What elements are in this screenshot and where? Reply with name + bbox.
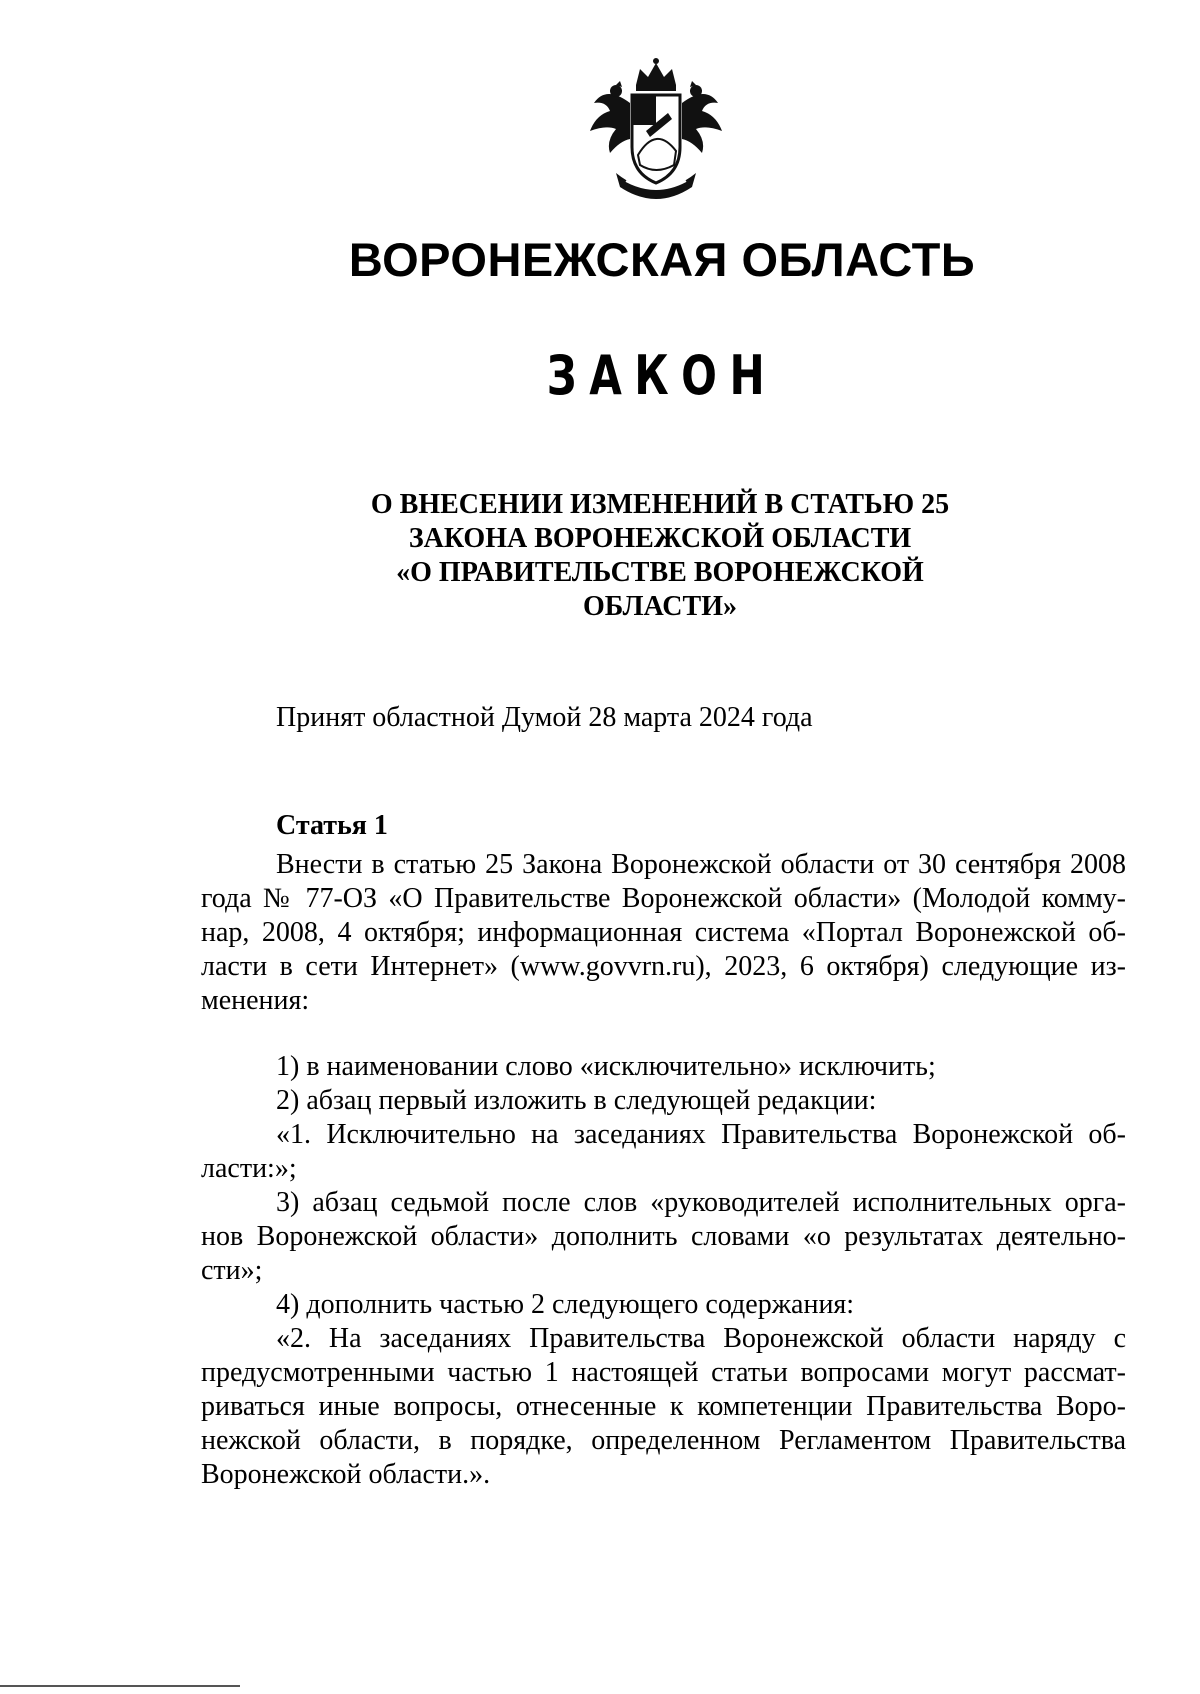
adoption-date: Принят областной Думой 28 марта 2024 года (276, 702, 813, 733)
item-line: нов Воронежской области» дополнить словами «о результатах деятельно- (201, 1221, 1126, 1252)
article-items (201, 1050, 1126, 1492)
item-line: «1. Исключительно на заседаниях Правительства Воронежской об- (276, 1119, 1126, 1150)
law-title: ЗАКОН (546, 344, 778, 407)
item-line: «2. На заседаниях Правительства Воронежской области наряду с (276, 1323, 1126, 1354)
item-line: 4) дополнить частью 2 следующего содержания: (276, 1289, 855, 1320)
item-line: 3) абзац седьмой после слов «руководителей исполнительных орга- (276, 1187, 1126, 1218)
item-line: предусмотренными частью 1 настоящей статьи вопросами могут рассмат- (201, 1357, 1126, 1388)
page-edge-divider (0, 1685, 240, 1687)
law-subtitle (0, 488, 1200, 624)
coat-of-arms-icon (576, 55, 736, 205)
article-heading: Статья 1 (276, 810, 388, 841)
subtitle-line: ЗАКОНА ВОРОНЕЖСКОЙ ОБЛАСТИ (408, 523, 912, 554)
item-line: ласти:»; (201, 1153, 297, 1184)
item-line: риваться иные вопросы, отнесенные к компетенции Правительства Воро- (201, 1391, 1126, 1422)
paragraph-line: менения: (201, 985, 310, 1016)
item-line: нежской области, в порядке, определенном Регламентом Правительства (201, 1425, 1126, 1456)
item-line: 1) в наименовании слово «исключительно» исключить; (276, 1051, 936, 1082)
paragraph-line: нар, 2008, 4 октября; информационная система «Портал Воронежской об- (201, 917, 1126, 948)
paragraph-line: ласти в сети Интернет» (www.govvrn.ru), 2023, 6 октября) следующие из- (201, 951, 1126, 982)
paragraph-line: Внести в статью 25 Закона Воронежской области от 30 сентября 2008 (276, 849, 1126, 880)
subtitle-line: «О ПРАВИТЕЛЬСТВЕ ВОРОНЕЖСКОЙ (396, 557, 924, 588)
article-intro (201, 848, 1126, 1018)
subtitle-line: О ВНЕСЕНИИ ИЗМЕНЕНИЙ В СТАТЬЮ 25 (370, 489, 950, 520)
region-title: ВОРОНЕЖСКАЯ ОБЛАСТЬ (348, 233, 976, 286)
item-line: сти»; (201, 1255, 263, 1286)
paragraph-line: года № 77-ОЗ «О Правительстве Воронежской области» (Молодой комму- (201, 883, 1126, 914)
item-line: 2) абзац первый изложить в следующей редакции: (276, 1085, 877, 1116)
subtitle-line: ОБЛАСТИ» (583, 591, 737, 622)
item-line: Воронежской области.». (201, 1459, 491, 1490)
